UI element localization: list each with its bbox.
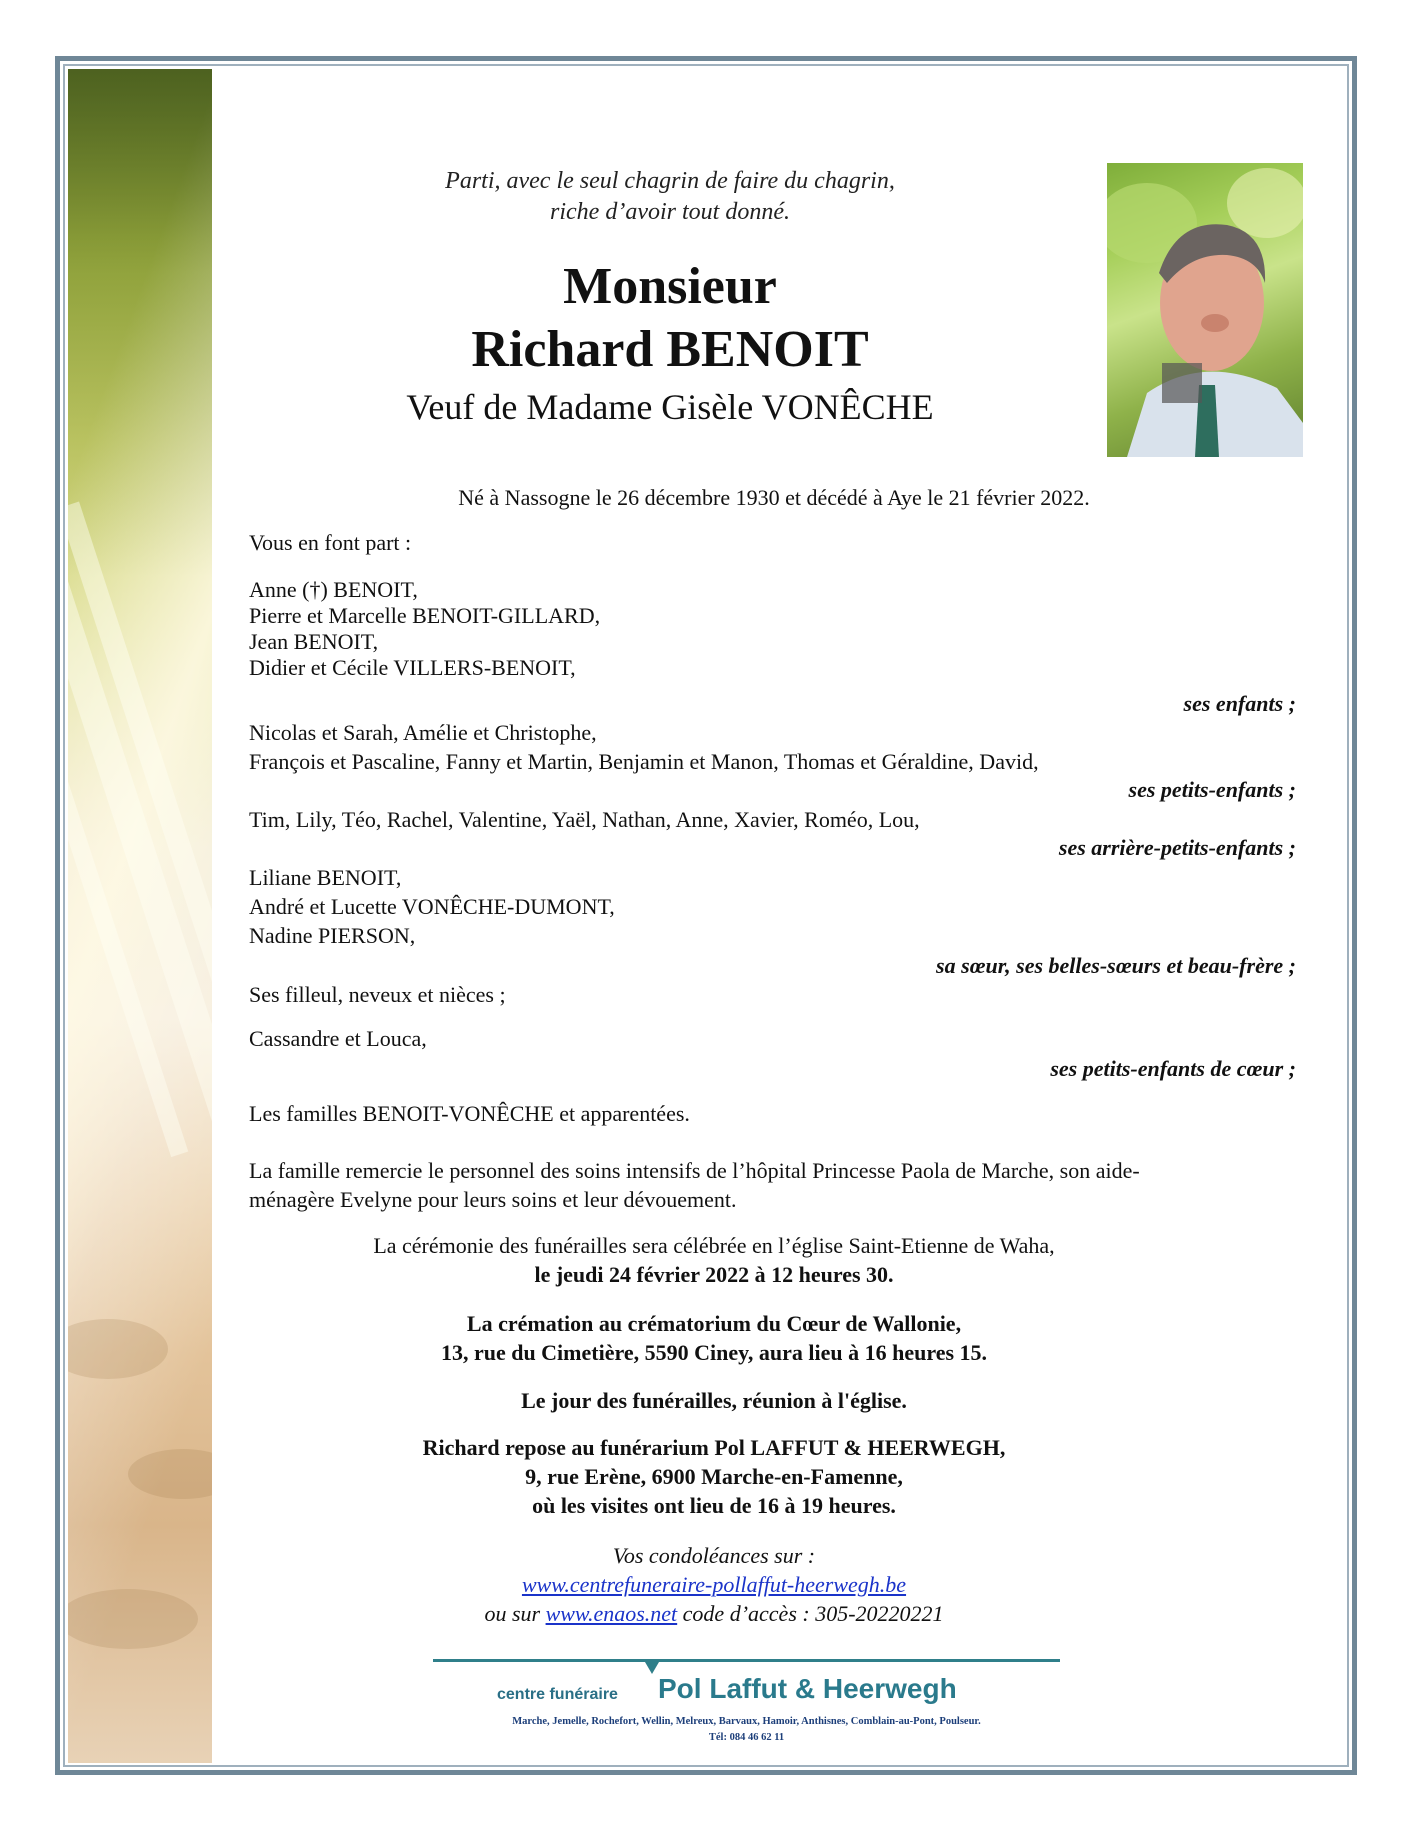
sibling-2: André et Lucette VONÊCHE-DUMONT, (249, 894, 615, 919)
quote-line-1: Parti, avec le seul chagrin de faire du chagrin, (445, 168, 895, 194)
logo-telephone: Tél: 084 46 62 11 (708, 1732, 785, 1743)
sibling-1: Liliane BENOIT, (249, 865, 402, 890)
godchildren-line: Ses filleul, neveux et nièces ; (249, 982, 506, 1007)
condolences-prefix: ou sur (484, 1601, 541, 1626)
grandchildren-1: Nicolas et Sarah, Amélie et Christophe, (249, 720, 597, 745)
great-grandchildren-names: Tim, Lily, Téo, Rachel, Valentine, Yaël, Nathan, Anne, Xavier, Roméo, Lou, (249, 807, 920, 832)
condolences-label: Vos condoléances sur : (612, 1543, 816, 1568)
ceremony-line-1: La cérémonie des funérailles sera célébrée en l’église Saint-Etienne de Waha, (373, 1233, 1055, 1258)
grandchildren-label: ses petits-enfants ; (1128, 777, 1296, 802)
access-code: code d’accès : 305-20220221 (682, 1601, 944, 1626)
thanks-line-1: La famille remercie le personnel des soins intensifs de l’hôpital Princesse Paola de Marche, son aide- (249, 1158, 1140, 1183)
condolences-link-1[interactable]: www.centrefuneraire-pollaffut-heerwegh.be (521, 1572, 907, 1597)
quote-line-2: riche d’avoir tout donné. (550, 199, 790, 225)
heart-grandchildren-label: ses petits-enfants de cœur ; (1050, 1056, 1296, 1081)
children-label: ses enfants ; (1183, 691, 1296, 716)
cremation-line-1: La crémation au crématorium du Cœur de Wallonie, (466, 1311, 962, 1336)
condolences-link-2[interactable]: www.enaos.net (545, 1601, 678, 1626)
logo-arrow-icon (645, 1662, 659, 1674)
heart-grandchildren-names: Cassandre et Louca, (249, 1026, 427, 1051)
funerarium-line-1: Richard repose au funérarium Pol LAFFUT & HEERWEGH, (422, 1435, 1006, 1460)
meeting-line: Le jour des funérailles, réunion à l'église. (521, 1388, 907, 1413)
child-4: Didier et Cécile VILLERS-BENOIT, (249, 655, 576, 680)
portrait-photo (1107, 163, 1303, 457)
child-3: Jean BENOIT, (249, 629, 379, 654)
funerarium-line-2: 9, rue Erène, 6900 Marche-en-Famenne, (525, 1464, 903, 1489)
forest-path-image (68, 69, 212, 1763)
deceased-name: Richard BENOIT (471, 321, 869, 378)
thanks-line-2: ménagère Evelyne pour leurs soins et leur dévouement. (249, 1187, 737, 1212)
logo-rule (433, 1659, 1060, 1662)
sibling-3: Nadine PIERSON, (249, 923, 416, 948)
families-line: Les familles BENOIT-VONÊCHE et apparentées. (249, 1101, 690, 1126)
child-2: Pierre et Marcelle BENOIT-GILLARD, (249, 603, 601, 628)
great-grandchildren-label: ses arrière-petits-enfants ; (1058, 835, 1296, 860)
funerarium-line-3: où les visites ont lieu de 16 à 19 heures. (532, 1493, 896, 1518)
grandchildren-2: François et Pascaline, Fanny et Martin, Benjamin et Manon, Thomas et Géraldine, David, (249, 749, 1039, 774)
intro-line: Vous en font part : (249, 530, 412, 555)
logo-places: Marche, Jemelle, Rochefort, Wellin, Melreux, Barvaux, Hamoir, Anthisnes, Comblain-au-Pont, Poulseur. (512, 1716, 981, 1727)
widower-line: Veuf de Madame Gisèle VONÊCHE (406, 387, 934, 427)
logo-brand-name: Pol Laffut & Heerwegh (658, 1673, 957, 1704)
ceremony-line-2: le jeudi 24 février 2022 à 12 heures 30. (534, 1262, 894, 1287)
title-monsieur: Monsieur (563, 258, 777, 315)
siblings-label: sa sœur, ses belles-sœurs et beau-frère ; (936, 953, 1296, 978)
birth-death-line: Né à Nassogne le 26 décembre 1930 et décédé à Aye le 21 février 2022. (458, 485, 1090, 510)
cremation-line-2: 13, rue du Cimetière, 5590 Ciney, aura lieu à 16 heures 15. (440, 1340, 988, 1365)
logo-small-text: centre funéraire (497, 1686, 618, 1703)
child-1: Anne (†) BENOIT, (249, 577, 418, 602)
condolences-line-2 (249, 1600, 1179, 1628)
